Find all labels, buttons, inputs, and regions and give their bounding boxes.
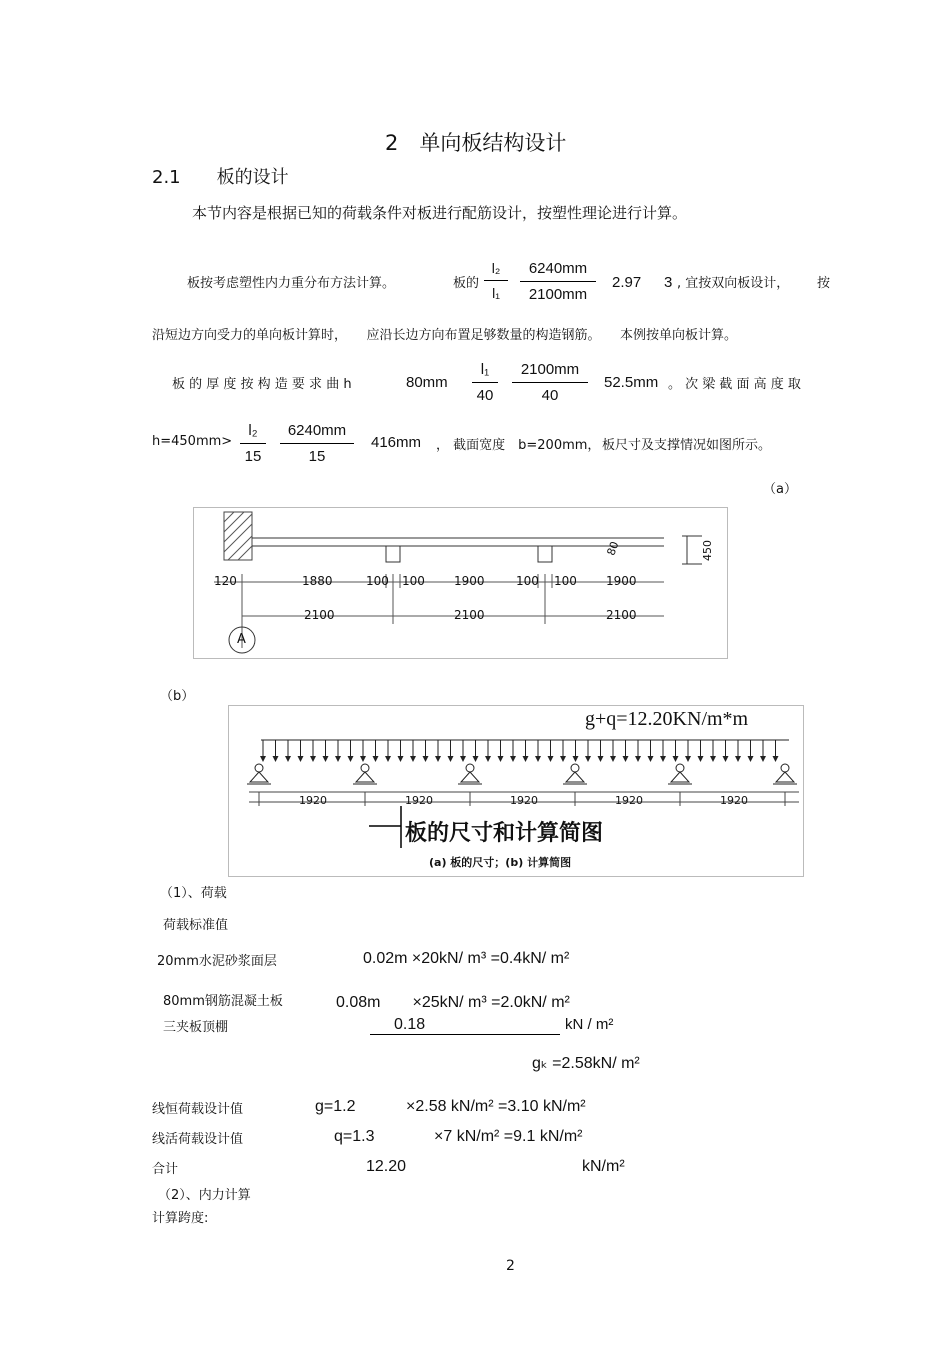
load-arrow-head [710, 756, 716, 762]
row1-expr: 0.02m ×20kN/ m³ =0.4kN/ m² [363, 950, 570, 967]
para4-frac-l2-15: $\frac{\text{l₂}}{15}$ [240, 422, 266, 465]
load-arrow-head [323, 756, 329, 762]
figure-label-a: （a） [763, 482, 797, 497]
para1-an: 按 [817, 276, 831, 291]
page-number: 2 [506, 1258, 515, 1274]
load-arrow-head [473, 756, 479, 762]
para3-frac-l1-40: $\frac{\text{l₁}}{40}$ [472, 361, 498, 404]
para4-result: 416mm [371, 434, 422, 451]
load-arrow-head [510, 756, 516, 762]
load-arrow-head [660, 756, 666, 762]
support-pin [361, 764, 369, 772]
fig-b-span-2: 1920 [405, 794, 433, 807]
load-arrow-head [585, 756, 591, 762]
load-arrow-head [423, 756, 429, 762]
fig-b-span-1: 1920 [299, 794, 327, 807]
para1-frac-span: $\frac{6240mm}{2100mm}$ [520, 260, 596, 303]
load-arrow-head [748, 756, 754, 762]
load-arrow-head [498, 756, 504, 762]
para3-result: 52.5mm [604, 374, 659, 391]
fig-b-span-5: 1920 [720, 794, 748, 807]
dead-load-label: 线恒荷载设计值 [152, 1102, 244, 1117]
load-arrow-head [523, 756, 529, 762]
section-title: 2.1 板的设计 [152, 167, 289, 188]
load-arrow-head [598, 756, 604, 762]
row2-label: 80mm钢筋混凝土板 [163, 994, 283, 1009]
fig-a-dim-100d: 100 [554, 574, 577, 588]
load-arrow-head [735, 756, 741, 762]
support-triangle [356, 772, 374, 782]
load-arrow-head [548, 756, 554, 762]
intro-paragraph: 本节内容是根据已知的荷载条件对板进行配筋设计，按塑性理论进行计算。 [192, 204, 688, 222]
para4-mid: ， 截面宽度 b=200mm， [436, 438, 601, 453]
load-arrow-head [560, 756, 566, 762]
para3-tail: 。 次 梁 截 面 高 度 取 [668, 377, 801, 392]
force-heading: （2）、内力计算 [158, 1188, 251, 1203]
row3-value: 0.18 [370, 1016, 560, 1035]
fig-a-dim-100b: 100 [402, 574, 425, 588]
para1-lead: 板按考虑塑性内力重分布方法计算。 [187, 276, 396, 291]
support-pin [571, 764, 579, 772]
para1-frac-l2-l1: $\frac{\text{l₂}}{\text{l₁}}$ [484, 260, 508, 301]
load-arrow-head [610, 756, 616, 762]
para3-h80: 80mm [406, 374, 448, 391]
fig-b-span-3: 1920 [510, 794, 538, 807]
load-arrow-head [360, 756, 366, 762]
para1-board: 板的 [453, 276, 480, 291]
load-arrow-head [410, 756, 416, 762]
load-arrow-head [773, 756, 779, 762]
support-triangle [566, 772, 584, 782]
fig-a-dim-2100a: 2100 [304, 608, 335, 622]
total-label: 合计 [152, 1162, 179, 1177]
figure-b-drawing [229, 706, 803, 876]
para1-ratio: 2.97 [612, 274, 642, 291]
dead-load-factor: g=1.2 [315, 1098, 356, 1115]
para3-lead: 板 的 厚 度 按 构 造 要 求 曲 h [172, 377, 352, 392]
load-arrow-head [648, 756, 654, 762]
fig-a-dim-120: 120 [214, 574, 237, 588]
load-arrow-head [448, 756, 454, 762]
load-heading: （1）、荷载 [160, 886, 227, 901]
figure-label-b: （b） [160, 689, 195, 704]
fig-a-dim-100c: 100 [516, 574, 539, 588]
load-arrow-head [685, 756, 691, 762]
fig-b-span-4: 1920 [615, 794, 643, 807]
fig-b-load-label: g+q=12.20KN/m*m [585, 708, 749, 730]
para1-tail: , 宜按双向板设计， [677, 276, 790, 291]
load-arrow-head [623, 756, 629, 762]
span-heading: 计算跨度: [152, 1211, 209, 1226]
fig-a-slab-thickness: 80 [604, 539, 622, 558]
live-load-factor: q=1.3 [334, 1128, 375, 1145]
support-pin [781, 764, 789, 772]
fig-a-dim-1900a: 1900 [454, 574, 485, 588]
row2-expr: 0.08m ×25kN/ m³ =2.0kN/ m² [336, 994, 570, 1011]
para4-frac-6240-15: $\frac{6240mm}{15}$ [280, 422, 354, 465]
fig-a-dim-100a: 100 [366, 574, 389, 588]
support-pin [676, 764, 684, 772]
chapter-title: 2 单向板结构设计 [385, 131, 567, 155]
fig-b-subcaption: (a) 板的尺寸；(b) 计算简图 [429, 856, 572, 869]
load-arrow-head [273, 756, 279, 762]
load-arrow-head [298, 756, 304, 762]
gk-total: gₖ =2.58kN/ m² [532, 1055, 640, 1072]
load-arrow-head [760, 756, 766, 762]
support-triangle [461, 772, 479, 782]
para4-tail: 板尺寸及支撑情况如图所示。 [602, 438, 772, 453]
para1-three: 3 [664, 274, 673, 291]
load-arrow-head [635, 756, 641, 762]
row3-label: 三夹板顶棚 [163, 1020, 229, 1035]
support-triangle [671, 772, 689, 782]
load-arrow-head [573, 756, 579, 762]
load-arrow-head [385, 756, 391, 762]
load-arrow-head [485, 756, 491, 762]
total-value: 12.20 [366, 1158, 407, 1175]
fig-a-beam-height: 450 [701, 540, 714, 561]
row3-unit: kN / m² [565, 1016, 614, 1033]
figure-a-slab-dimensions [193, 507, 728, 659]
fig-a-dim-2100b: 2100 [454, 608, 485, 622]
fig-a-dim-1900b: 1900 [606, 574, 637, 588]
fig-b-caption: 板的尺寸和计算简图 [405, 821, 604, 846]
load-arrow-head [335, 756, 341, 762]
load-arrow-head [535, 756, 541, 762]
support-pin [255, 764, 263, 772]
support-triangle [776, 772, 794, 782]
load-arrow-head [260, 756, 266, 762]
live-load-label: 线活荷载设计值 [152, 1132, 244, 1147]
standard-load-heading: 荷载标准值 [163, 918, 229, 933]
fig-a-dim-1880: 1880 [302, 574, 333, 588]
para3-frac-2100-40: $\frac{2100mm}{40}$ [512, 361, 588, 404]
load-arrow-head [723, 756, 729, 762]
row1-label: 20mm水泥砂浆面层 [157, 954, 277, 969]
load-arrow-head [673, 756, 679, 762]
load-arrow-head [285, 756, 291, 762]
para2: 沿短边方向受力的单向板计算时， 应沿长边方向布置足够数量的构造钢筋。 本例按单向板计算。 [152, 328, 738, 343]
live-load-expr: ×7 kN/m² =9.1 kN/m² [434, 1128, 583, 1145]
figure-b-calculation-diagram [228, 705, 804, 877]
load-arrow-head [460, 756, 466, 762]
support-triangle [250, 772, 268, 782]
load-arrow-head [373, 756, 379, 762]
load-arrow-head [348, 756, 354, 762]
load-arrow-head [398, 756, 404, 762]
fig-a-axis-label: A [237, 632, 246, 647]
total-unit: kN/m² [582, 1158, 625, 1175]
para4-lead: h=450mm> [152, 434, 233, 449]
load-arrow-head [698, 756, 704, 762]
load-arrow-head [310, 756, 316, 762]
dead-load-expr: ×2.58 kN/m² =3.10 kN/m² [406, 1098, 586, 1115]
fig-a-dim-2100c: 2100 [606, 608, 637, 622]
load-arrow-head [435, 756, 441, 762]
support-pin [466, 764, 474, 772]
